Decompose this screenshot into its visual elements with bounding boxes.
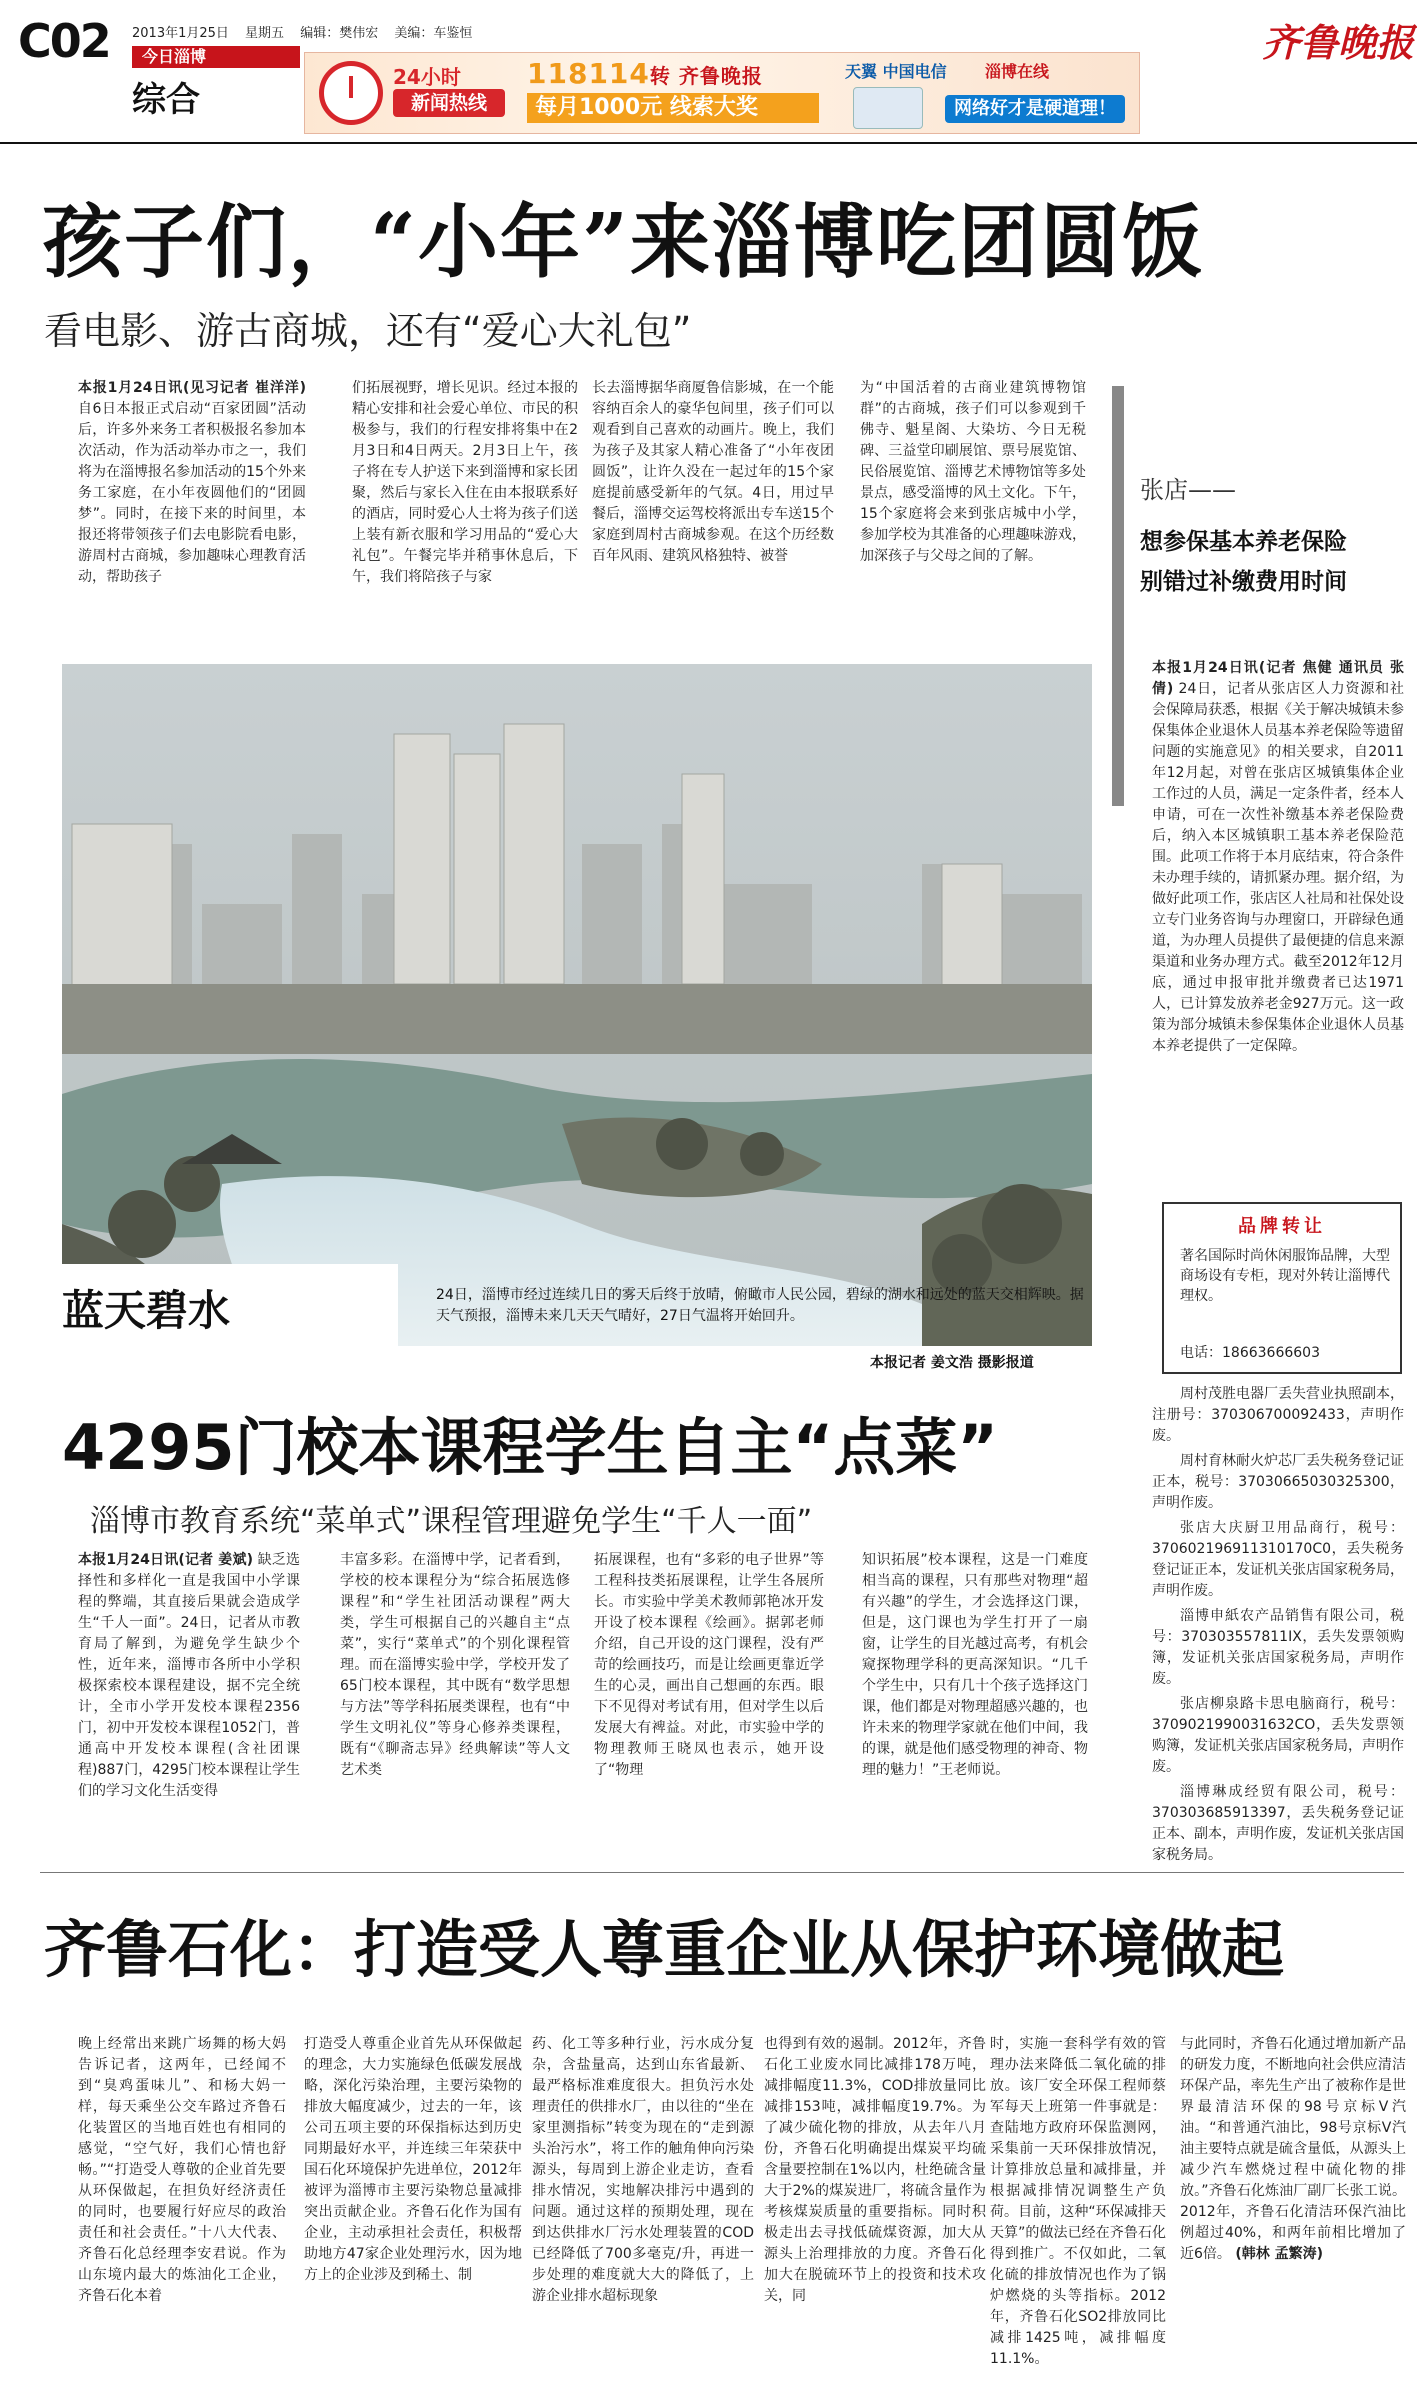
story2-column-3: 拓展课程，也有“多彩的电子世界”等工程科技类拓展课程，让学生各展所长。市实验中学美术教师郭艳冰开发开设了校本课程《绘画》。据郭老师介绍，自己开设的这门课程，没有严苛的绘画技巧，而是让绘画更靠近学生的心灵，画出自己想画的东西。眼下不见得对考试有用，但对学生以后发展大有裨益。对此，市实验中学的物理教师王晓凤也表示，她开设了“物理	[594, 1552, 824, 1778]
page-number: C02	[18, 14, 110, 68]
ad-slogan: 网络好才是硬道理！	[945, 95, 1125, 123]
park-photo-image	[62, 664, 1092, 1346]
story3-column-2: 打造受人尊重企业首先从环保做起的理念，大力实施绿色低碳发展战略，深化污染治理，主要污染物的排放大幅度减少，过去的一年，该公司五项主要的环保指标达到历史同期最好水平，并连续三年荣获中国石化环境保护先进单位，2012年被评为淄博市主要污染物总量减排突出贡献企业。齐鲁石化作为国有企业，主动承担社会责任，积极帮助地方47家企业处理污水，因为地方上的企业涉及到稀土、制	[304, 2036, 522, 2283]
photo-title: 蓝天碧水	[62, 1286, 231, 1335]
photo-credit: 本报记者 姜文浩 摄影报道	[870, 1355, 1034, 1371]
brand-ad-body: 著名国际时尚休闲服饰品牌，大型商场设有专柜，现对外转让淄博代理权。	[1180, 1248, 1390, 1304]
story2-byline: 本报1月24日讯(记者 姜斌)	[78, 1552, 254, 1568]
sidebar-headline	[1140, 522, 1347, 602]
section-name: 综合	[132, 80, 200, 120]
story2-headline: 4295门校本课程学生自主“点菜”	[62, 1411, 999, 1484]
story3-col6-text: 与此同时，齐鲁石化通过增加新产品的研发力度，不断地向社会供应清洁环保产品，率先生产出了被称作是世界最清洁环保的98号京标V汽油。“和普通汽油比，98号京标V汽油主要特点就是硫含量低，从源头上减少汽车燃烧过程中硫化物的排放。”齐鲁石化炼油厂副厂长张工说。2012年，齐鲁石化清洁环保汽油比例超过40%，和两年前相比增加了近6倍。	[1180, 2036, 1406, 2262]
photo-caption: 24日，淄博市经过连续几日的雾天后终于放晴，俯瞰市人民公园，碧绿的湖水和远处的蓝天交相辉映。据天气预报，淄博未来几天天气晴好，27日气温将开始回升。	[436, 1287, 1084, 1324]
ad-monthly-prize: 每月1000元 线索大奖	[527, 93, 819, 123]
story3-column-6	[1180, 2034, 1406, 2370]
notice-item: 周村茂胜电器厂丢失营业执照副本，注册号：370306700092433，声明作废。	[1152, 1386, 1404, 1444]
sidebar-kicker: 张店——	[1140, 476, 1236, 504]
section-tag: 今日淄博	[132, 46, 300, 68]
ad-hotline-label: 新闻热线	[393, 89, 505, 117]
story2-column-1	[78, 1550, 300, 1854]
ad-sponsor-online: 淄博在线	[985, 62, 1050, 81]
story1-column-3: 长去淄博据华商厦鲁信影城，在一个能容纳百余人的豪华包间里，孩子们可以观看到自己喜欢的动画片。晚上，我们为孩子及其家人精心准备了“小年夜团圆饭”，让许久没在一起过年的15个家庭提前感受新年的气氛。4日，用过早餐后，淄博交运驾校将派出专车送15个家庭到周村古商城参观。在这个历经数百年风雨、建筑风格独特、被誉	[592, 380, 834, 564]
story3-column-3: 药、化工等多种行业，污水成分复杂，含盐量高，达到山东省最新、最严格标准难度很大。担负污水处理责任的供排水厂，由以往的“坐在家里测指标”转变为现在的“走到源头治污水”，将工作的触角伸向污染源头，每周到上游企业走访，查看排水情况，实地解决排污中遇到的问题。通过这样的预期处理，现在到达供排水厂污水处理装置的COD已经降低了700多毫克/升，再进一步处理的难度就大大的降低了，上游企业排水超标现象	[532, 2036, 754, 2304]
story1-col1-text: 自6日本报正式启动“百家团圆”活动后，许多外来务工者积极报名参加本次活动，作为活动举办市之一，我们将为在淄博报名参加活动的15个外来务工家庭，在小年夜圆他们的“团圆梦”。同时，在接下来的时间里，本报还将带领孩子们去电影院看电影，游周村古商城，参加趣味心理教育活动，帮助孩子	[78, 401, 306, 585]
notice-item: 周村育林耐火炉芯厂丢失税务登记证正本，税号：37030665030325300，声明作废。	[1152, 1453, 1404, 1511]
story3-column-1: 晚上经常出来跳广场舞的杨大妈告诉记者，这两年，已经闻不到“臭鸡蛋味儿”、和杨大妈一样，每天乘坐公交车路过齐鲁石化装置区的当地百姓也有相同的感觉，“空气好，我们心情也舒畅。”“打造受人尊敬的企业首先要从环保做起，在担负好经济责任的同时，也要履行好应尽的政治责任和社会责任。”十八大代表、齐鲁石化总经理李安君说。作为山东境内最大的炼油化工企业，齐鲁石化本着	[78, 2036, 286, 2304]
story3-column-5: 时，实施一套科学有效的管理办法来降低二氧化硫的排放。该厂安全环保工程师蔡军每天上班第一件事就是：查陆地方政府环保监测网，采集前一天环保排放情况，计算排放总量和减排量，并根据减排情况调整生产负荷。目前，这种“环保减排天天算”的做法已经在齐鲁石化得到推广。不仅如此，二氧化硫的排放情况也作为了锅炉燃烧的头等指标。2012年，齐鲁石化SO2排放同比减排1425吨，减排幅度11.1%。	[990, 2036, 1166, 2367]
classified-notices	[1152, 1384, 1404, 1863]
story3-column-4: 也得到有效的遏制。2012年，齐鲁石化工业废水同比减排178万吨，减排幅度11.3%，COD排放量同比减排153吨，减排幅度19.7%。为了减少硫化物的排放，从去年八月份，齐鲁石化明确提出煤炭平均硫含量要控制在1%以内，杜绝硫含量大于2%的煤炭进厂，将硫含量作为考核煤炭质量的重要指标。同时积极走出去寻找低硫煤资源，加大从源头上治理排放的力度。齐鲁石化加大在脱硫环节上的投资和技术攻关，同	[764, 2036, 986, 2304]
phone-device-icon	[853, 87, 923, 129]
story1-column-1	[78, 378, 306, 640]
story3-signature: (韩林 孟繁涛)	[1235, 2246, 1324, 2262]
paper-logo: 齐鲁晚报	[1262, 20, 1415, 65]
issue-date: 2013年1月25日	[132, 26, 229, 41]
story2-column-4: 知识拓展”校本课程，这是一门难度相当高的课程，只有那些对物理“超有兴趣”的学生，才会选择这门课，但是，这门课也为学生打开了一扇窗，让学生的目光越过高考，有机会窥探物理学科的更高深知识。“几千个学生中，只有几十个孩子选择这门课，他们都是对物理超感兴趣的，也许未来的物理学家就在他们中间，我的课，就是他们感受物理的神奇、物理的魅力！”王老师说。	[862, 1552, 1088, 1778]
sidebar-body	[1152, 658, 1404, 1113]
issue-weekday: 星期五	[245, 26, 285, 41]
ad-number-suffix: 转 齐鲁晚报	[649, 64, 763, 88]
notice-item: 张店柳泉路卡思电脑商行，税号：3709021990031632CO，丢失发票领购簿，发证机关张店国家税务局，声明作废。	[1152, 1696, 1404, 1775]
story1-subhead: 看电影、游古商城，还有“爱心大礼包”	[44, 309, 692, 353]
brand-transfer-ad	[1162, 1202, 1402, 1374]
park-photo	[62, 664, 1092, 1346]
notice-item: 淄博琳成经贸有限公司，税号：370303685913397，丢失税务登记证正本、副本，声明作废，发证机关张店国家税务局。	[1152, 1784, 1404, 1863]
issue-meta	[132, 22, 484, 41]
story1-byline: 本报1月24日讯(见习记者 崔洋洋)	[78, 380, 306, 396]
editor-credit: 编辑：樊伟宏	[300, 26, 379, 41]
hotline-ad-banner	[304, 52, 1140, 134]
brand-ad-phone: 电话：18663666603	[1180, 1345, 1320, 1361]
sidebar-headline-line2: 别错过补缴费用时间	[1140, 569, 1347, 595]
ad-hotline-number	[527, 57, 763, 90]
designer-credit: 美编：车鉴恒	[394, 26, 473, 41]
sidebar-accent-bar	[1112, 386, 1124, 806]
ad-hotline-hours: 24小时	[393, 65, 461, 89]
sidebar-headline-line1: 想参保基本养老保险	[1140, 529, 1347, 555]
story2-col1-text: 缺乏选择性和多样化一直是我国中小学课程的弊端，其直接后果就会造成学生“千人一面”。24日，记者从市教育局了解到，为避免学生缺少个性，近年来，淄博市各所中小学积极探索校本课程建设，据不完全统计，全市小学开发校本课程2356门，初中开发校本课程1052门，普通高中开发校本课程(含社团课程)887门，4295门校本课程让学生们的学习文化生活变得	[78, 1552, 301, 1799]
story1-column-4: 为“中国活着的古商业建筑博物馆群”的古商城，孩子们可以参观到千佛寺、魁星阁、大染坊、今日无税碑、三益堂印刷展馆、票号展览馆、民俗展览馆、淄博艺术博物馆等多处景点，感受淄博的风土文化。下午，15个家庭将会来到张店城中小学，参加学校为其准备的心理趣味游戏，加深孩子与父母之间的了解。	[860, 380, 1086, 564]
notice-item: 淄博申紙农产品销售有限公司，税号：370303557811IX，丢失发票领购簿，发证机关张店国家税务局，声明作废。	[1152, 1608, 1404, 1687]
story1-headline: 孩子们，“小年”来淄博吃团圆饭	[42, 195, 1205, 289]
story2-subhead: 淄博市教育系统“菜单式”课程管理避免学生“千人一面”	[90, 1504, 813, 1539]
notice-item: 张店大庆厨卫用品商行，税号：370602196911310170C0，丢失税务登记证正本，发证机关张店国家税务局，声明作废。	[1152, 1520, 1404, 1599]
ad-number-digits: 118114	[527, 57, 650, 90]
sidebar-text: 24日，记者从张店区人力资源和社会保障局获悉，根据《关于解决城镇未参保集体企业退休人员基本养老保险等遗留问题的实施意见》的相关要求，自2011年12月起，对曾在张店区城镇集体企业工作过的人员，满足一定条件者，经本人申请，可在一次性补缴基本养老保险费后，纳入本区城镇职工基本养老保险范围。此项工作将于本月底结束，符合条件未办理手续的，请抓紧办理。据介绍，为做好此项工作，张店区人社局和社保处设立专门业务咨询与办理窗口，开辟绿色通道，为办理人员提供了最便捷的信息来源渠道和业务办理方式。截至2012年12月底，通过申报审批并缴费者已达1971人，已计算发放养老金927万元。这一政策为部分城镇未参保集体企业退休人员基本养老提供了一定保障。	[1152, 681, 1404, 1054]
section-divider	[40, 1872, 1404, 1873]
brand-ad-title: 品牌转让	[1238, 1216, 1326, 1237]
ad-sponsor-telecom: 天翼 中国电信	[845, 62, 947, 81]
story3-headline: 齐鲁石化：打造受人尊重企业从保护环境做起	[44, 1913, 1285, 1986]
story1-column-2: 们拓展视野，增长见识。经过本报的精心安排和社会爱心单位、市民的积极参与，我们的行程安排将集中在2月3日和4日两天。2月3日上午，孩子将在专人护送下来到淄博和家长团聚，然后与家长入住在由本报联系好的酒店，同时爱心人士将为孩子们送上装有新衣服和学习用品的“爱心大礼包”。午餐完毕并稍事休息后，下午，我们将陪孩子与家	[352, 380, 578, 585]
story2-column-2: 丰富多彩。在淄博中学，记者看到，学校的校本课程分为“综合拓展选修课程”和“学生社团活动课程”两大类，学生可根据自己的兴趣自主“点菜”，实行“菜单式”的个别化课程管理。而在淄博实验中学，学校开发了65门校本课程，其中既有“数学思想与方法”等学科拓展类课程，也有“中学生文明礼仪”等身心修养类课程，既有“《聊斋志异》经典解读”等人文艺术类	[340, 1552, 570, 1778]
masthead-rule	[0, 142, 1417, 144]
sidebar-byline: 本报1月24日讯(记者 焦健 通讯员 张倩)	[1152, 660, 1404, 697]
clock-icon	[319, 61, 383, 125]
